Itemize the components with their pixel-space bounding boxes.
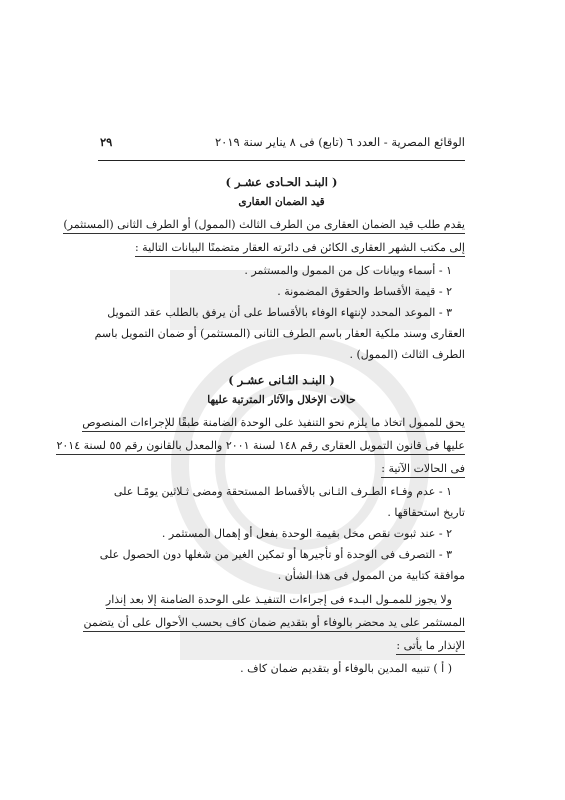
paragraph-line: يقدم طلب قيد الضمان العقارى من الطرف الثالث (الممول) أو الطرف الثانى (المستثمر)	[63, 217, 465, 234]
list-item: ٣ - الموعد المحدد لإنتهاء الوفاء بالأقساط على أن يرفق بالطلب عقد التمويل	[107, 306, 452, 319]
paragraph-line: المستثمر على يد محضر بالوفاء أو بتقديم ضمان كاف بحسب الأحوال على أن يتضمن	[83, 615, 465, 632]
list-item: ٢ - قيمة الأقساط والحقوق المضمونة .	[277, 285, 452, 298]
page-number: ٢٩	[100, 135, 113, 149]
section-heading: ( البنـد الثـانى عشـر )	[228, 373, 335, 387]
list-item: ( أ ) تنبيه المدين بالوفاء أو بتقديم ضمان كاف .	[240, 662, 452, 675]
section-subheading: قيد الضمان العقارى	[238, 196, 325, 208]
section-subheading: حالات الإخلال والآثار المترتبة عليها	[207, 394, 356, 406]
paragraph-line: إلى مكتب الشهر العقارى الكائن فى دائرته العقار متضمنًا البيانات التالية :	[135, 240, 465, 257]
list-item: ١ - أسماء وبيانات كل من الممول والمستثمر .	[244, 264, 452, 277]
paragraph-line: ولا يجوز للممـول البـدء فى إجراءات التنفيـذ على الوحدة الضامنة إلا بعد إنذار	[106, 592, 452, 609]
paragraph-line: موافقة كتابية من الممول فى هذا الشأن .	[277, 569, 465, 582]
paragraph-line: الإنذار ما يأتى :	[396, 638, 465, 655]
list-item: ١ - عدم وفـاء الطـرف الثـانى بالأقساط المستحقة ومضى ثـلاثين يومًـا على	[113, 485, 452, 498]
paragraph-line: العقارى وسند ملكية العقار باسم الطرف الثانى (المستثمر) أو ضمان التمويل باسم	[94, 327, 465, 340]
list-item: ٢ - عند ثبوت نقص مخل بقيمة الوحدة بفعل أو إهمال المستثمر .	[161, 527, 452, 540]
paragraph-line: الطرف الثالث (الممول) .	[349, 348, 465, 361]
list-item: ٣ - التصرف فى الوحدة أو تأجيرها أو تمكين الغير من شغلها دون الحصول على	[99, 548, 452, 561]
paragraph-line: يحق للممول اتخاذ ما يلزم نحو التنفيذ على الوحدة الضامنة طبقًا للإجراءات المنصوص	[82, 415, 465, 432]
paragraph-line: فى الحالات الآتية :	[381, 461, 465, 478]
paragraph-line: تاريخ استحقاقها .	[387, 506, 465, 519]
paragraph-line: عليها فى قانون التمويل العقارى رقم ١٤٨ لسنة ٢٠٠١ والمعدل بالقانون رقم ٥٥ لسنة ٢٠١٤	[56, 438, 465, 455]
section-heading: ( البنـد الحـادى عشـر )	[225, 175, 338, 189]
header-divider	[98, 160, 465, 161]
header-title: الوقائع المصرية - العدد ٦ (تابع) فى ٨ يناير سنة ٢٠١٩	[214, 135, 465, 149]
